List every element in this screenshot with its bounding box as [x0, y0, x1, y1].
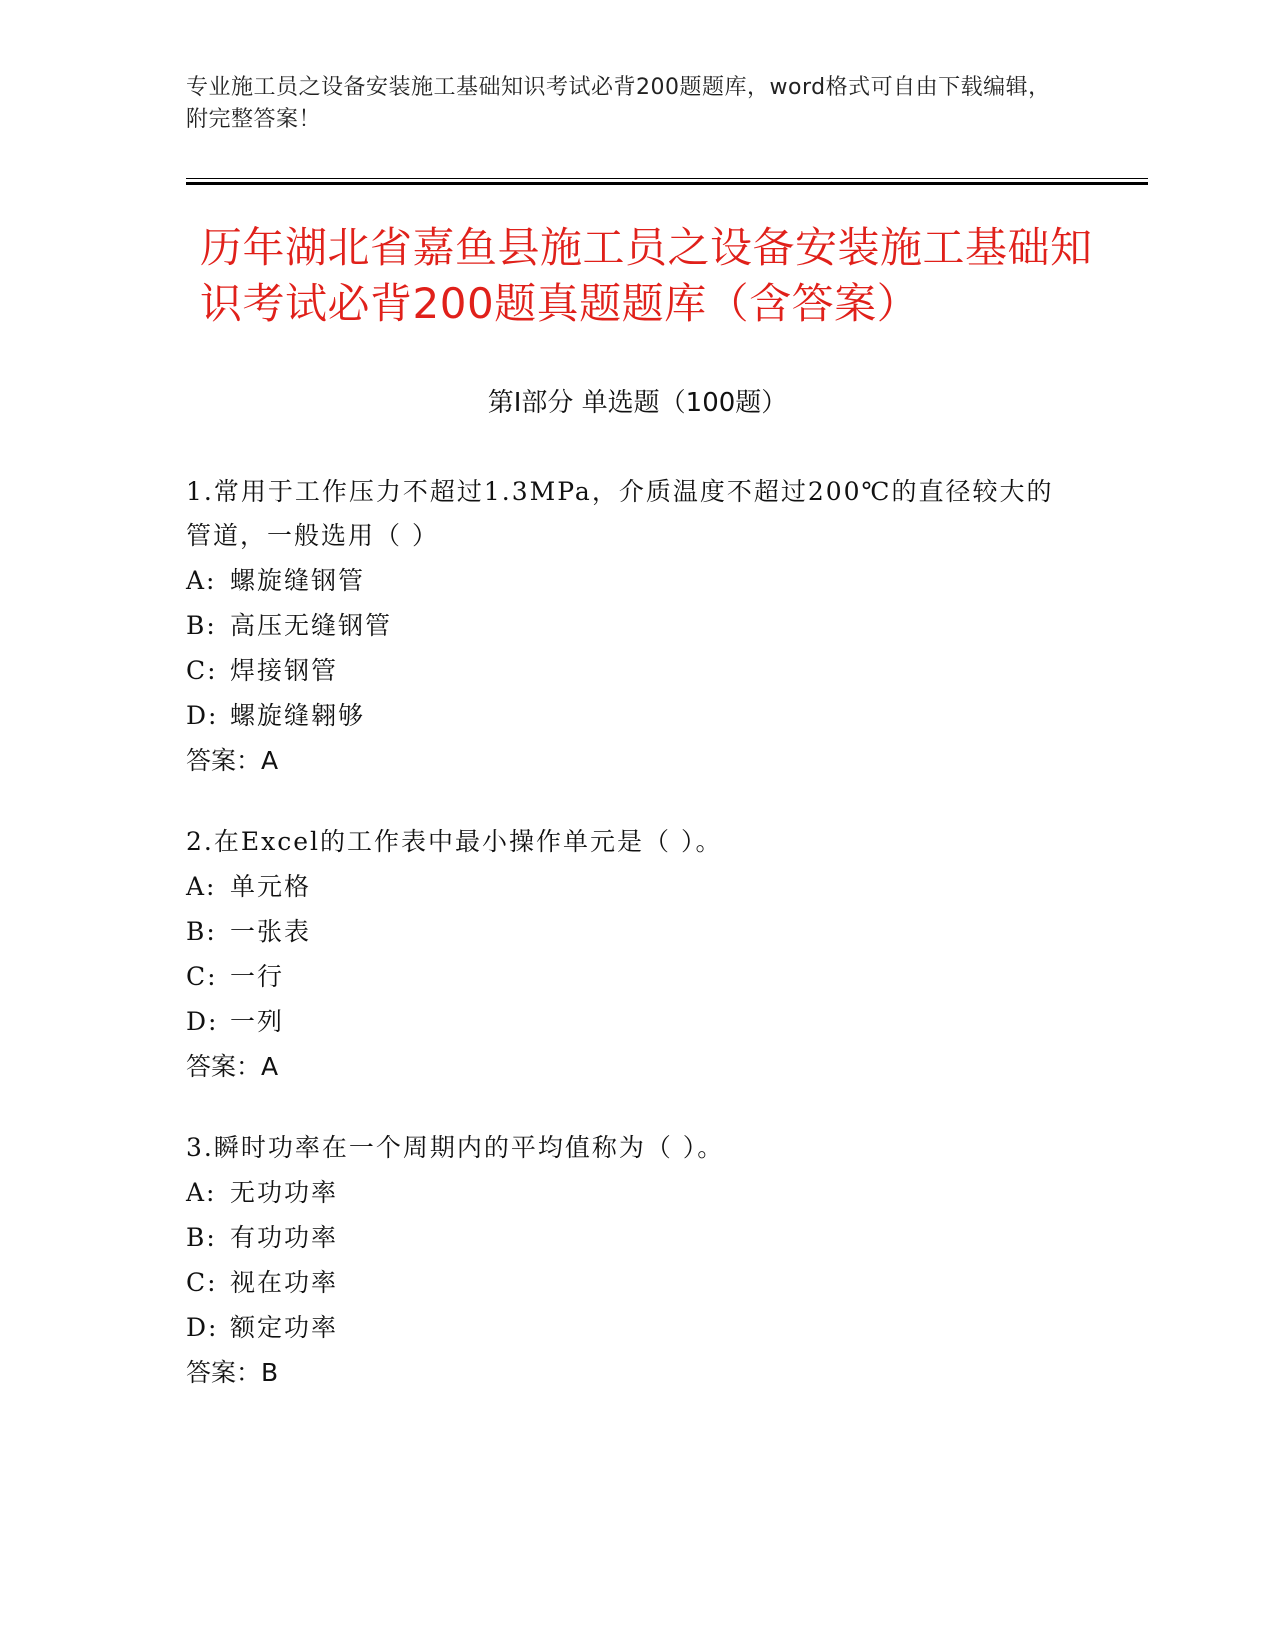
option-a: [186, 558, 1066, 603]
option-letter: C:: [186, 962, 218, 991]
option-d: [186, 1305, 1066, 1350]
document-title: 历年湖北省嘉鱼县施工员之设备安装施工基础知识考试必背200题真题题库（含答案）: [200, 223, 1093, 328]
option-a: [186, 864, 1066, 909]
header-note: 专业施工员之设备安装施工基础知识考试必背200题题库，word格式可自由下载编辑，附完整答案！: [186, 75, 1051, 132]
option-text: 螺旋缝钢管: [230, 566, 366, 595]
option-letter: A:: [186, 872, 217, 901]
option-letter: A:: [186, 1178, 217, 1207]
option-text: 视在功率: [230, 1268, 339, 1297]
option-letter: C:: [186, 656, 218, 685]
option-c: [186, 954, 1066, 999]
option-letter: D:: [186, 701, 219, 730]
option-d: [186, 693, 1066, 738]
option-letter: C:: [186, 1268, 218, 1297]
question-2: [186, 820, 1066, 1090]
question-stem: 1.常用于工作压力不超过1.3MPa，介质温度不超过200℃的直径较大的管道，一般选用（ ）: [186, 477, 1054, 550]
question-3: [186, 1126, 1066, 1396]
option-letter: B:: [186, 1223, 217, 1252]
option-text: 一列: [230, 1007, 285, 1036]
option-letter: B:: [186, 917, 217, 946]
answer-line: 答案：B: [186, 1358, 279, 1387]
answer-line: 答案：A: [186, 1052, 279, 1081]
option-text: 高压无缝钢管: [230, 611, 393, 640]
option-b: [186, 909, 1066, 954]
question-stem: 2.在Excel的工作表中最小操作单元是（ ）。: [186, 827, 723, 856]
header-rule-thick: [186, 182, 1148, 185]
option-text: 额定功率: [230, 1313, 339, 1342]
option-d: [186, 999, 1066, 1044]
option-letter: B:: [186, 611, 217, 640]
option-text: 无功功率: [230, 1178, 339, 1207]
option-b: [186, 1215, 1066, 1260]
option-text: 单元格: [230, 872, 312, 901]
option-c: [186, 1260, 1066, 1305]
question-1: [186, 470, 1066, 784]
option-text: 螺旋缝翱够: [230, 701, 366, 730]
option-text: 有功功率: [230, 1223, 339, 1252]
section-heading: 第Ⅰ部分 单选题（100题）: [487, 388, 788, 418]
option-text: 一行: [230, 962, 285, 991]
option-letter: D:: [186, 1313, 219, 1342]
option-c: [186, 648, 1066, 693]
option-letter: D:: [186, 1007, 219, 1036]
option-a: [186, 1170, 1066, 1215]
option-text: 一张表: [230, 917, 312, 946]
question-stem: 3.瞬时功率在一个周期内的平均值称为（ ）。: [186, 1133, 725, 1162]
option-letter: A:: [186, 566, 217, 595]
header-rule-thin: [186, 178, 1148, 179]
option-text: 焊接钢管: [230, 656, 339, 685]
option-b: [186, 603, 1066, 648]
answer-line: 答案：A: [186, 746, 279, 775]
question-list: [186, 470, 1066, 1432]
